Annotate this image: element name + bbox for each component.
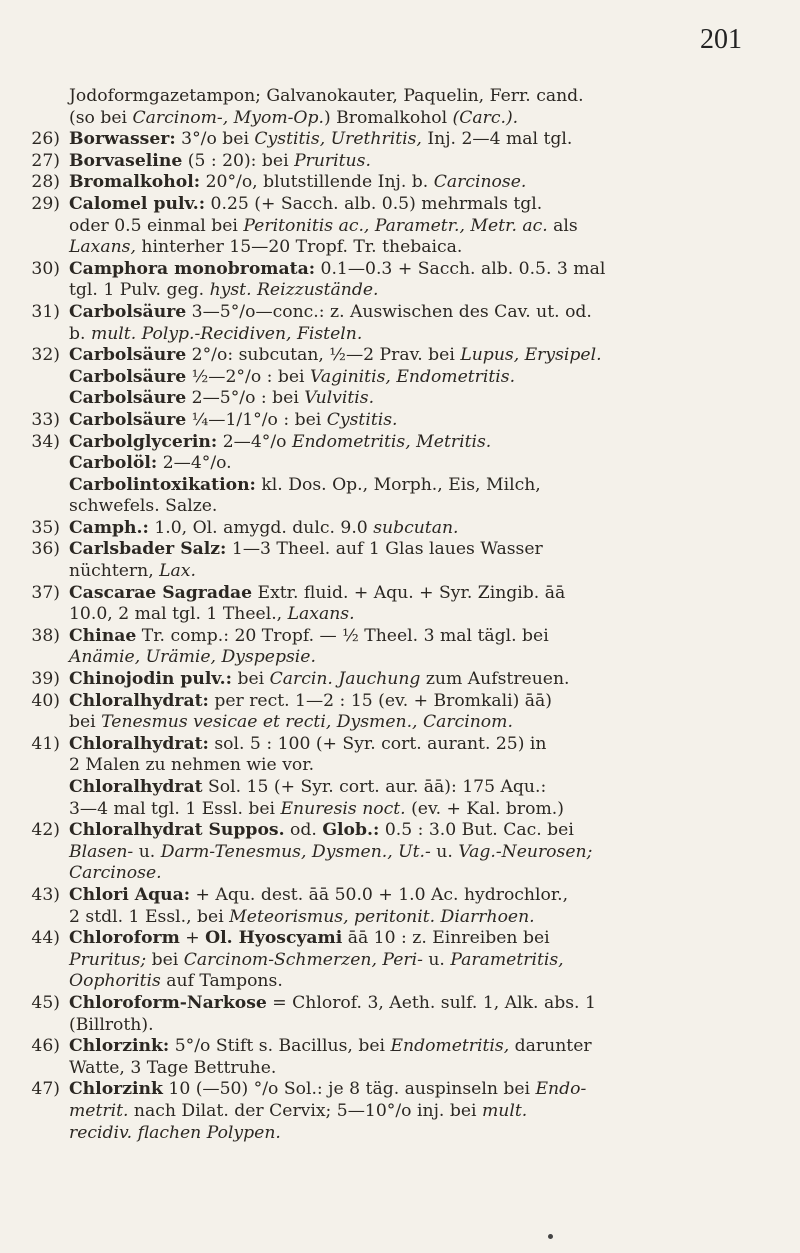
- entry-number: [22, 971, 69, 993]
- text-line: [22, 669, 750, 691]
- italic-term: Vulvitis.: [304, 388, 375, 409]
- text-line: [22, 647, 750, 669]
- text-run: (Billroth).: [69, 1014, 154, 1035]
- line-body: [69, 280, 750, 302]
- text-line: [22, 583, 750, 605]
- italic-term: Endometritis, Metritis.: [291, 431, 492, 452]
- line-body: [69, 604, 750, 626]
- entry-number: [22, 1123, 69, 1145]
- entry-number: 41): [31, 733, 60, 754]
- text-run: 1—3 Theel. auf 1 Glas laues Wasser: [226, 539, 543, 560]
- italic-term: Carcinose.: [433, 172, 527, 193]
- line-body: [69, 626, 750, 648]
- line-body: [69, 1058, 750, 1080]
- entry-number: 37): [31, 582, 60, 603]
- line-body: [69, 712, 750, 734]
- text-run: 2 Malen zu nehmen wie vor.: [69, 755, 315, 776]
- drug-name: Chlorzink:: [69, 1036, 170, 1057]
- text-run: Tr. comp.: 20 Tropf. — ½ Theel. 3 mal tägl. bei: [136, 625, 549, 646]
- drug-name: Chloralhydrat: [69, 777, 203, 797]
- text-run: Jodoformgazetampon; Galvanokauter, Paquelin, Ferr. cand.: [69, 86, 584, 106]
- italic-term: mult.: [481, 1100, 528, 1121]
- line-body: [69, 172, 750, 194]
- entry-number: 33): [31, 409, 60, 430]
- text-line: [22, 691, 750, 713]
- drug-name: Camph.:: [69, 517, 149, 538]
- line-body: [69, 842, 750, 864]
- italic-term: Lupus, Erysipel.: [460, 345, 602, 366]
- entry-number: [22, 280, 69, 302]
- text-run: sol. 5 : 100 (+ Syr. cort. aurant. 25) in: [208, 733, 547, 754]
- drug-name: Borwasser:: [69, 129, 176, 150]
- text-line: [22, 1123, 750, 1145]
- text-line: [22, 626, 750, 648]
- drug-name: Carlsbader Salz:: [69, 539, 227, 560]
- drug-name: Chloralhydrat:: [69, 690, 209, 711]
- text-run: 2—4°/o: [217, 431, 292, 452]
- line-body: [69, 734, 750, 756]
- line-body: [69, 1015, 750, 1037]
- text-run: 5°/o Stift s. Bacillus, bei: [169, 1036, 391, 1057]
- text-line: [22, 842, 750, 864]
- text-run: = Chlorof. 3, Aeth. sulf. 1, Alk. abs. 1: [266, 992, 596, 1013]
- entry-number: 46): [31, 1036, 60, 1057]
- text-run: 2—4°/o.: [157, 453, 232, 474]
- line-body: [69, 432, 750, 454]
- line-body: [69, 453, 750, 475]
- text-line: [22, 432, 750, 454]
- italic-term: mult. Polyp.-Recidiven, Fisteln.: [90, 323, 363, 344]
- text-run: nach Dilat. der Cervix; 5—10°/o inj. bei: [128, 1100, 482, 1121]
- line-body: [69, 691, 750, 713]
- line-body: [69, 324, 750, 346]
- text-run: 2 stdl. 1 Essl., bei: [69, 906, 230, 927]
- drug-name: Calomel pulv.:: [69, 193, 206, 214]
- line-body: [69, 194, 750, 216]
- text-run: Inj. 2—4 mal tgl.: [421, 129, 573, 150]
- text-line: [22, 777, 750, 799]
- text-run: ¼—1/1°/o : bei: [186, 409, 327, 430]
- italic-term: Lax.: [159, 561, 196, 582]
- text-run: (5 : 20): bei: [182, 150, 295, 171]
- italic-term: Cystitis, Urethritis,: [254, 129, 422, 150]
- text-line: [22, 1036, 750, 1058]
- entry-number: [22, 604, 69, 626]
- line-body: [69, 777, 750, 799]
- italic-term: subcutan.: [373, 517, 459, 538]
- italic-term: Carcinom-, Myom-Op.: [132, 107, 324, 128]
- line-body: [69, 907, 750, 929]
- italic-term: Pruritus;: [69, 949, 147, 970]
- italic-term: Enuresis noct.: [280, 798, 406, 819]
- entry-number: 26): [31, 129, 60, 150]
- entry-number: [22, 367, 69, 389]
- italic-term: Tenesmus vesicae et recti, Dysmen., Carcinom.: [101, 712, 513, 733]
- text-line: [22, 1101, 750, 1123]
- italic-term: Cystitis.: [326, 409, 398, 430]
- text-line: [22, 216, 750, 238]
- entry-number: [22, 108, 69, 130]
- italic-term: Darm-Tenesmus, Dysmen., Ut.-: [160, 841, 431, 862]
- italic-term: Laxans,: [69, 237, 136, 258]
- text-run: 3—4 mal tgl. 1 Essl. bei: [69, 798, 281, 819]
- line-body: [69, 518, 750, 540]
- text-run: 2°/o: subcutan, ½—2 Prav. bei: [186, 345, 461, 366]
- text-run: Extr. fluid. + Aqu. + Syr. Zingib. āā: [252, 582, 566, 603]
- text-line: [22, 885, 750, 907]
- italic-term: Laxans.: [287, 604, 355, 625]
- drug-name: Ol. Hyoscyami: [205, 928, 343, 949]
- entry-number: [22, 799, 69, 821]
- text-line: [22, 410, 750, 432]
- text-run: 0.1—0.3 + Sacch. alb. 0.5. 3 mal: [315, 258, 606, 279]
- text-run: u.: [133, 841, 161, 862]
- entry-number: [22, 1015, 69, 1037]
- text-run: oder 0.5 einmal bei: [69, 215, 244, 236]
- text-run: kl. Dos. Op., Morph., Eis, Milch,: [255, 474, 541, 495]
- italic-term: recidiv. flachen Polypen.: [69, 1122, 281, 1143]
- entry-number: 27): [31, 150, 60, 171]
- text-run: auf Tampons.: [160, 971, 283, 992]
- text-run: nüchtern,: [69, 561, 160, 582]
- entry-number: [22, 777, 69, 799]
- drug-name: Carbolsäure: [69, 366, 187, 387]
- entry-number: 35): [31, 517, 60, 538]
- text-run: 1.0, Ol. amygd. dulc. 9.0: [148, 517, 374, 538]
- line-body: [69, 647, 750, 669]
- text-line: [22, 518, 750, 540]
- line-body: [69, 367, 750, 389]
- text-run: b.: [69, 323, 91, 344]
- line-body: [69, 259, 750, 281]
- page-text: [22, 86, 750, 1144]
- text-line: [22, 453, 750, 475]
- text-run: ) Bromalkohol: [324, 107, 453, 128]
- text-line: [22, 280, 750, 302]
- text-line: [22, 324, 750, 346]
- line-body: [69, 216, 750, 238]
- line-body: [69, 345, 750, 367]
- line-body: [69, 885, 750, 907]
- text-run: 10 (—50) °/o Sol.: je 8 täg. auspinseln bei: [162, 1079, 536, 1100]
- line-body: [69, 410, 750, 432]
- text-line: [22, 129, 750, 151]
- entry-number: [22, 237, 69, 259]
- text-run: 2—5°/o : bei: [186, 388, 305, 409]
- entry-number: [22, 216, 69, 238]
- text-run: 3°/o bei: [175, 129, 255, 150]
- entry-number: 31): [31, 301, 60, 322]
- text-line: [22, 928, 750, 950]
- italic-term: Parametritis,: [450, 949, 564, 970]
- entry-number: [22, 863, 69, 885]
- text-line: [22, 151, 750, 173]
- text-line: [22, 734, 750, 756]
- entry-number: 38): [31, 625, 60, 646]
- drug-name: Chloroform: [69, 928, 180, 949]
- page-number: 201: [700, 24, 742, 55]
- text-line: [22, 950, 750, 972]
- drug-name: Cascarae Sagradae: [69, 582, 253, 603]
- entry-number: 45): [31, 992, 60, 1013]
- text-line: [22, 863, 750, 885]
- text-line: [22, 86, 750, 108]
- text-line: [22, 971, 750, 993]
- drug-name: Chinojodin pulv.:: [69, 669, 233, 690]
- drug-name: Chloralhydrat Suppos.: [69, 820, 285, 841]
- drug-name: Carbolsäure: [69, 301, 187, 322]
- text-run: u.: [430, 841, 459, 862]
- text-line: [22, 259, 750, 281]
- text-line: [22, 388, 750, 410]
- line-body: [69, 1123, 750, 1145]
- line-body: [69, 928, 750, 950]
- italic-term: metrit.: [69, 1100, 129, 1121]
- text-line: [22, 1015, 750, 1037]
- text-run: darunter: [509, 1036, 592, 1057]
- entry-number: [22, 755, 69, 777]
- text-run: per rect. 1—2 : 15 (ev. + Bromkali) āā): [208, 690, 553, 711]
- entry-number: [22, 453, 69, 475]
- entry-number: [22, 388, 69, 410]
- italic-term: Carcinom-Schmerzen, Peri-: [183, 949, 423, 970]
- entry-number: [22, 950, 69, 972]
- line-body: [69, 237, 750, 259]
- entry-number: [22, 712, 69, 734]
- entry-number: [22, 1058, 69, 1080]
- text-run: 0.5 : 3.0 But. Cac. bei: [379, 820, 574, 841]
- text-run: bei: [69, 712, 102, 733]
- line-body: [69, 820, 750, 842]
- italic-term: Oophoritis: [69, 971, 161, 992]
- italic-term: Endometritis,: [390, 1036, 510, 1057]
- line-body: [69, 583, 750, 605]
- italic-term: Meteorismus, peritonit. Diarrhoen.: [229, 906, 535, 927]
- text-line: [22, 302, 750, 324]
- entry-number: 34): [31, 431, 60, 452]
- italic-term: Blasen-: [69, 841, 134, 862]
- line-body: [69, 475, 750, 497]
- text-run: (ev. + Kal. brom.): [405, 798, 564, 819]
- line-body: [69, 755, 750, 777]
- text-run: āā 10 : z. Einreiben bei: [342, 928, 550, 949]
- text-run: als: [547, 215, 578, 236]
- entry-number: [22, 324, 69, 346]
- entry-number: [22, 1101, 69, 1123]
- line-body: [69, 86, 750, 108]
- line-body: [69, 129, 750, 151]
- drug-name: Chlorzink: [69, 1079, 163, 1100]
- line-body: [69, 1036, 750, 1058]
- text-run: 20°/o, blutstillende Inj. b.: [200, 172, 434, 193]
- line-body: [69, 993, 750, 1015]
- drug-name: Carbolsäure: [69, 388, 187, 409]
- text-line: [22, 712, 750, 734]
- entry-number: [22, 907, 69, 929]
- drug-name: Camphora monobromata:: [69, 258, 316, 279]
- italic-term: Peritonitis ac., Parametr., Metr. ac.: [243, 215, 548, 236]
- drug-name: Carbolintoxikation:: [69, 474, 256, 495]
- entry-number: [22, 647, 69, 669]
- text-run: ½—2°/o : bei: [186, 366, 311, 387]
- text-line: [22, 820, 750, 842]
- text-line: [22, 1058, 750, 1080]
- line-body: [69, 302, 750, 324]
- italic-term: Vag.-Neurosen;: [458, 841, 593, 862]
- italic-term: Carcinose.: [69, 863, 162, 884]
- line-body: [69, 1101, 750, 1123]
- entry-number: 39): [31, 669, 60, 690]
- text-run: + Aqu. dest. āā 50.0 + 1.0 Ac. hydrochlor.,: [190, 884, 569, 905]
- drug-name: Carbolöl:: [69, 453, 158, 474]
- italic-term: Vaginitis, Endometritis.: [310, 366, 516, 387]
- entry-number: 36): [31, 539, 60, 560]
- drug-name: Carbolsäure: [69, 409, 187, 430]
- entry-number: 42): [31, 820, 60, 841]
- drug-name: Carbolsäure: [69, 345, 187, 366]
- entry-number: 29): [31, 193, 60, 214]
- text-line: [22, 194, 750, 216]
- text-run: 0.25 (+ Sacch. alb. 0.5) mehrmals tgl.: [205, 193, 543, 214]
- printer-mark: [548, 1234, 553, 1239]
- text-line: [22, 799, 750, 821]
- line-body: [69, 108, 750, 130]
- drug-name: Carbolglycerin:: [69, 431, 218, 452]
- drug-name: Glob.:: [322, 820, 380, 841]
- text-run: bei: [232, 669, 270, 690]
- italic-term: hyst. Reizzustände.: [209, 280, 379, 301]
- line-body: [69, 863, 750, 885]
- drug-name: Borvaseline: [69, 150, 183, 171]
- line-body: [69, 1079, 750, 1101]
- drug-name: Chlori Aqua:: [69, 884, 191, 905]
- line-body: [69, 971, 750, 993]
- text-line: [22, 345, 750, 367]
- line-body: [69, 799, 750, 821]
- text-line: [22, 539, 750, 561]
- entry-number: 44): [31, 928, 60, 949]
- text-line: [22, 561, 750, 583]
- drug-name: Chloroform-Narkose: [69, 992, 267, 1013]
- text-line: [22, 475, 750, 497]
- italic-term: Carcin. Jauchung: [269, 669, 421, 690]
- entry-number: [22, 86, 69, 108]
- italic-term: Anämie, Urämie, Dyspepsie.: [69, 647, 316, 668]
- entry-number: 47): [31, 1079, 60, 1100]
- entry-number: [22, 842, 69, 864]
- entry-number: 32): [31, 345, 60, 366]
- line-body: [69, 496, 750, 518]
- text-line: [22, 367, 750, 389]
- text-run: hinterher 15—20 Tropf. Tr. thebaica.: [135, 237, 463, 258]
- line-body: [69, 151, 750, 173]
- entry-number: 28): [31, 172, 60, 193]
- text-run: +: [179, 928, 206, 949]
- italic-term: (Carc.).: [452, 107, 519, 128]
- drug-name: Bromalkohol:: [69, 172, 201, 193]
- text-run: tgl. 1 Pulv. geg.: [69, 280, 210, 301]
- line-body: [69, 669, 750, 691]
- text-line: [22, 1079, 750, 1101]
- text-run: (so bei: [69, 107, 133, 128]
- entry-number: [22, 561, 69, 583]
- entry-number: [22, 496, 69, 518]
- drug-name: Chloralhydrat:: [69, 733, 209, 754]
- text-run: od.: [284, 820, 323, 841]
- text-run: schwefels. Salze.: [69, 496, 218, 517]
- entry-number: [22, 475, 69, 497]
- line-body: [69, 539, 750, 561]
- text-run: 10.0, 2 mal tgl. 1 Theel.,: [69, 604, 288, 625]
- line-body: [69, 388, 750, 410]
- line-body: [69, 561, 750, 583]
- drug-name: Chinae: [69, 625, 137, 646]
- italic-term: Endo-: [535, 1079, 587, 1100]
- text-line: [22, 604, 750, 626]
- text-line: [22, 237, 750, 259]
- text-line: [22, 907, 750, 929]
- text-run: bei: [146, 949, 184, 970]
- italic-term: Pruritus.: [294, 150, 371, 171]
- text-run: u.: [422, 949, 451, 970]
- text-line: [22, 172, 750, 194]
- text-line: [22, 993, 750, 1015]
- text-run: Sol. 15 (+ Syr. cort. aur. āā): 175 Aqu.:: [202, 777, 547, 797]
- text-line: [22, 755, 750, 777]
- entry-number: 40): [31, 690, 60, 711]
- text-run: zum Aufstreuen.: [420, 669, 570, 690]
- text-line: [22, 496, 750, 518]
- text-line: [22, 108, 750, 130]
- text-run: 3—5°/o—conc.: z. Auswischen des Cav. ut. od.: [186, 301, 592, 322]
- entry-number: 43): [31, 884, 60, 905]
- entry-number: 30): [31, 258, 60, 279]
- line-body: [69, 950, 750, 972]
- text-run: Watte, 3 Tage Bettruhe.: [69, 1057, 277, 1078]
